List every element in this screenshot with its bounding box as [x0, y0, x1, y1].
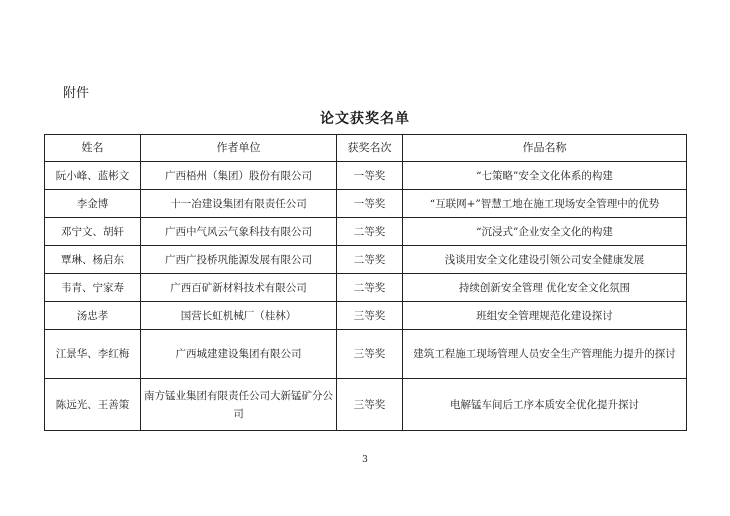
attachment-label: 附件 [63, 86, 90, 101]
cell-work: “互联网+”智慧工地在施工现场安全管理中的优势 [403, 190, 687, 218]
header-name: 姓名 [45, 135, 141, 162]
cell-unit: 广西广投桥巩能源发展有限公司 [141, 246, 337, 274]
cell-work: 班组安全管理规范化建设探讨 [403, 302, 687, 330]
cell-unit: 广西百矿新材料技术有限公司 [141, 274, 337, 302]
cell-names: 汤忠孝 [45, 302, 141, 330]
cell-rank: 二等奖 [337, 218, 403, 246]
header-unit: 作者单位 [141, 135, 337, 162]
award-table [44, 134, 687, 431]
cell-rank: 二等奖 [337, 246, 403, 274]
cell-rank: 三等奖 [337, 330, 403, 379]
table-row [45, 162, 687, 190]
cell-rank: 一等奖 [337, 190, 403, 218]
cell-names: 覃琳、杨启东 [45, 246, 141, 274]
cell-unit: 国营长虹机械厂（桂林） [141, 302, 337, 330]
table-row [45, 330, 687, 379]
table-row [45, 190, 687, 218]
cell-work: “沉浸式”企业安全文化的构建 [403, 218, 687, 246]
table-row [45, 302, 687, 330]
cell-names: 阮小峰、蓝彬文 [45, 162, 141, 190]
header-rank: 获奖名次 [337, 135, 403, 162]
cell-unit: 十一冶建设集团有限责任公司 [141, 190, 337, 218]
table-row [45, 379, 687, 431]
table-row [45, 246, 687, 274]
cell-work: 持续创新安全管理 优化安全文化氛围 [403, 274, 687, 302]
cell-rank: 三等奖 [337, 302, 403, 330]
cell-work: 电解锰车间后工序本质安全优化提升探讨 [403, 379, 687, 431]
cell-names: 江景华、李红梅 [45, 330, 141, 379]
header-work: 作品名称 [403, 135, 687, 162]
cell-unit: 广西中气风云气象科技有限公司 [141, 218, 337, 246]
cell-work: 浅谈用安全文化建设引领公司安全健康发展 [403, 246, 687, 274]
cell-names: 韦青、宁家寿 [45, 274, 141, 302]
page-number: 3 [362, 455, 368, 465]
cell-unit: 广西城建建设集团有限公司 [141, 330, 337, 379]
cell-names: 邓宁文、胡轩 [45, 218, 141, 246]
cell-rank: 三等奖 [337, 379, 403, 431]
table-header-row [45, 135, 687, 162]
cell-unit: 广西梧州（集团）股份有限公司 [141, 162, 337, 190]
document-title: 论文获奖名单 [320, 111, 410, 127]
cell-work: 建筑工程施工现场管理人员安全生产管理能力提升的探讨 [403, 330, 687, 379]
table-row [45, 218, 687, 246]
cell-rank: 一等奖 [337, 162, 403, 190]
cell-names: 陈远光、王善策 [45, 379, 141, 431]
table-row [45, 274, 687, 302]
cell-names: 李金博 [45, 190, 141, 218]
cell-work: “七策略”安全文化体系的构建 [403, 162, 687, 190]
cell-rank: 二等奖 [337, 274, 403, 302]
cell-unit: 南方锰业集团有限责任公司大新锰矿分公司 [141, 379, 337, 431]
